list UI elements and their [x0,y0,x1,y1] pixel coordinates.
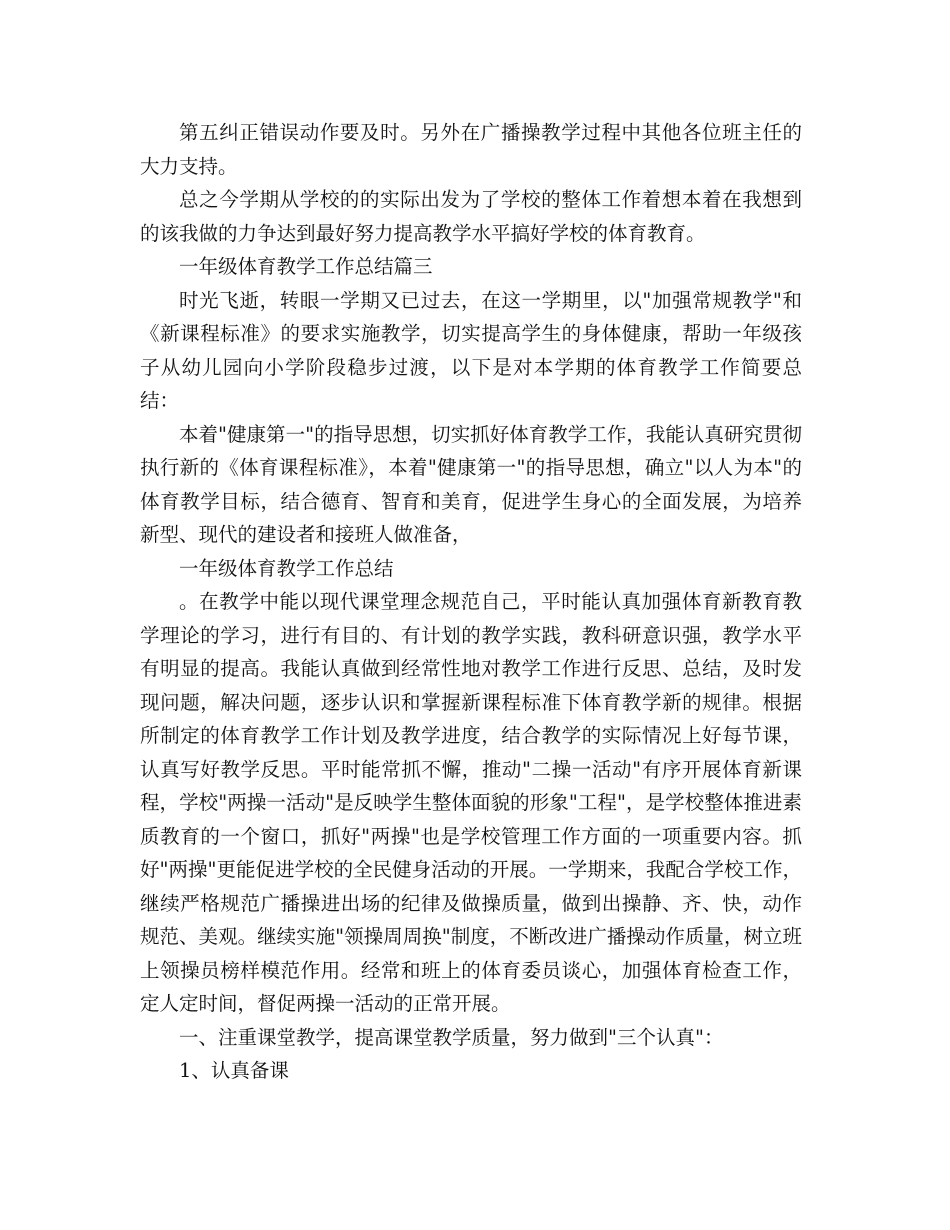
list-heading-classroom-teaching: 一、注重课堂教学，提高课堂教学质量，努力做到"三个认真"： [179,1025,724,1049]
paragraph-summary: 总之今学期从学校的的实际出发为了学校的整体工作着想本着在我想到的该我做的力争达到最好努力提高教学水平搞好学校的体育教育。 [140,188,802,245]
section-heading-part-three: 一年级体育教学工作总结篇三 [179,255,433,278]
paragraph-teaching-practice: 。在教学中能以现代课堂理念规范自己，平时能认真加强体育新教育教学理论的学习，进行有目的、有计划的教学实践，教科研意识强，教学水平有明显的提高。我能认真做到经常性地对教学工作进行反思、总结，及时发现问题，解决问题，逐步认识和掌握新课程标准下体育教学新的规律。根据所制定的体育教学工作计划及教学进度，结合教学的实际情况上好每节课，认真写好教学反思。平时能常抓不懈，推动"二操一活动"有序开展体育新课程，学校"两操一活动"是反映学生整体面貌的形象"工程"，是学校整体推进素质教育的一个窗口，抓好"两操"也是学校管理工作方面的一项重要内容。抓好"两操"更能促进学校的全民健身活动的开展。一学期来，我配合学校工作，继续严格规范广播操进出场的纪律及做操质量，做到出操静、齐、快，动作规范、美观。继续实施"领操周周换"制度，不断改进广播操动作质量，树立班上领操员榜样模范作用。经常和班上的体育委员谈心，加强体育检查工作，定人定时间，督促两操一活动的正常开展。 [140,590,802,1015]
list-item-lesson-prep: 1、认真备课 [179,1059,289,1082]
document-body [140,116,802,1088]
section-heading-summary: 一年级体育教学工作总结 [179,556,394,580]
paragraph-correction: 第五纠正错误动作要及时。另外在广播操教学过程中其他各位班主任的大力支持。 [140,121,802,178]
paragraph-guiding-idea: 本着"健康第一"的指导思想，切实抓好体育教学工作，我能认真研究贯彻执行新的《体育课程标准》，本着"健康第一"的指导思想，确立"以人为本"的体育教学目标，结合德育、智育和美育，促进学生身心的全面发展，为培养新型、现代的建设者和接班人做准备， [140,422,802,546]
paragraph-intro: 时光飞逝，转眼一学期又已过去，在这一学期里，以"加强常规教学"和《新课程标准》的要求实施教学，切实提高学生的身体健康，帮助一年级孩子从幼儿园向小学阶段稳步过渡，以下是对本学期的体育教学工作简要总结： [140,288,802,412]
